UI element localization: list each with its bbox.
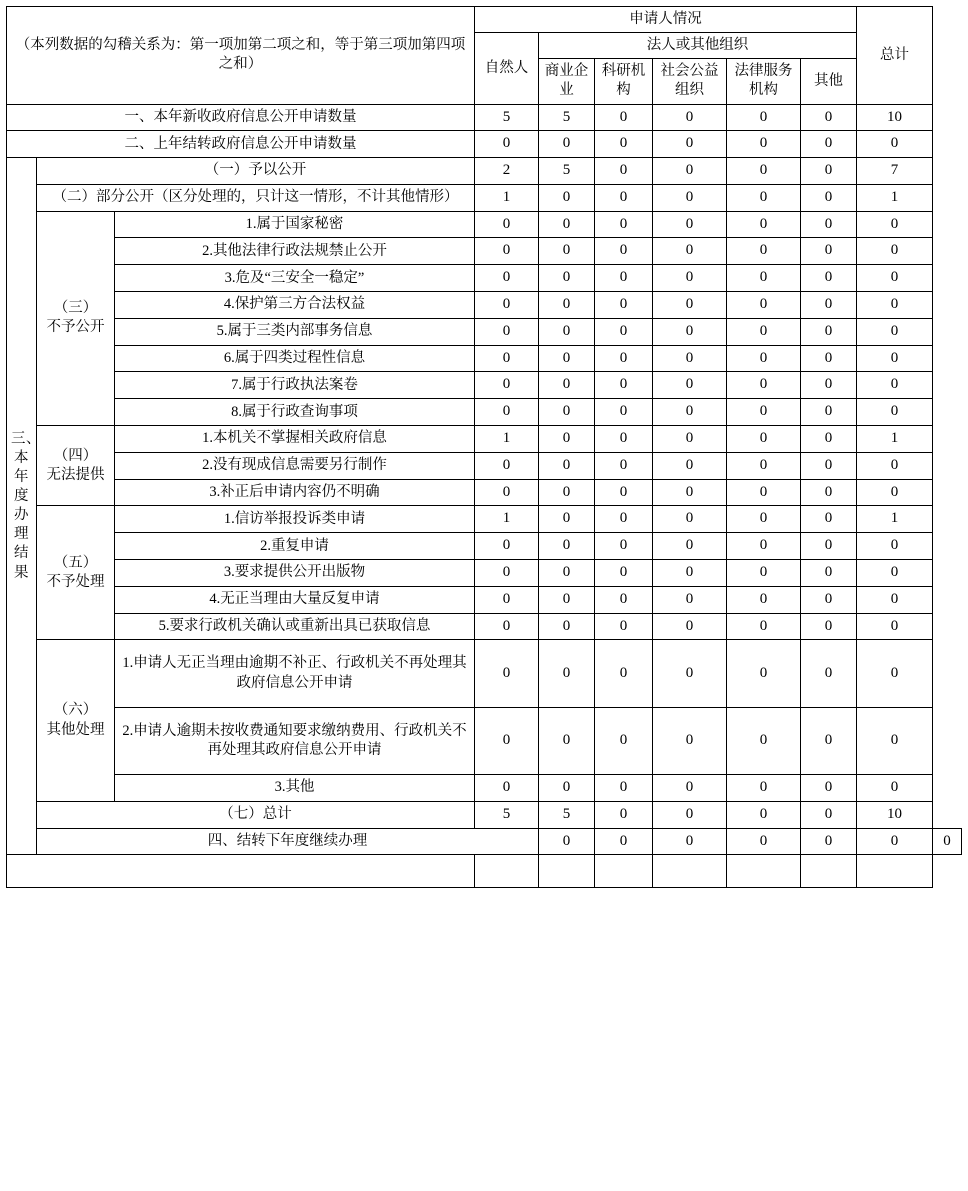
cell-value: 0 — [653, 211, 727, 238]
row-label: 一、本年新收政府信息公开申请数量 — [7, 104, 475, 131]
cell-value: 0 — [653, 479, 727, 506]
row-label: 5.要求行政机关确认或重新出具已获取信息 — [115, 613, 475, 640]
table-row — [7, 184, 962, 211]
table-row — [7, 292, 962, 319]
cell-value: 5 — [539, 104, 595, 131]
cell-value: 0 — [595, 506, 653, 533]
cell-value: 0 — [801, 426, 857, 453]
table-row — [7, 506, 962, 533]
cell-value: 5 — [539, 158, 595, 185]
cell-value: 0 — [857, 828, 933, 855]
cell-value: 0 — [653, 318, 727, 345]
cell-value: 0 — [475, 586, 539, 613]
row-label: 1.属于国家秘密 — [115, 211, 475, 238]
cell-value: 0 — [653, 345, 727, 372]
cell-value: 0 — [857, 452, 933, 479]
cell-value: 0 — [595, 318, 653, 345]
row-label: 四、结转下年度继续办理 — [37, 828, 539, 855]
table-row — [7, 372, 962, 399]
cell-value: 0 — [475, 345, 539, 372]
cell-value: 0 — [727, 345, 801, 372]
cell-value: 0 — [801, 640, 857, 707]
table-row — [7, 399, 962, 426]
cell-value: 0 — [801, 452, 857, 479]
table-row — [7, 801, 962, 828]
row-label: 8.属于行政查询事项 — [115, 399, 475, 426]
cell-value: 0 — [475, 774, 539, 801]
empty-cell — [857, 855, 933, 888]
cell-value: 0 — [653, 613, 727, 640]
cell-value: 0 — [801, 801, 857, 828]
cell-value: 0 — [727, 479, 801, 506]
cell-value: 0 — [595, 586, 653, 613]
cell-value: 0 — [727, 801, 801, 828]
cell-value: 0 — [539, 265, 595, 292]
cell-value: 0 — [727, 131, 801, 158]
header-col-research: 科研机构 — [595, 59, 653, 104]
row-label: 二、上年结转政府信息公开申请数量 — [7, 131, 475, 158]
table-row — [7, 211, 962, 238]
cell-value: 0 — [475, 318, 539, 345]
cell-value: 0 — [857, 613, 933, 640]
cell-value: 0 — [595, 399, 653, 426]
cell-value: 0 — [595, 292, 653, 319]
header-col-other: 其他 — [801, 59, 857, 104]
cell-value: 0 — [475, 560, 539, 587]
cell-value: 0 — [539, 238, 595, 265]
empty-cell — [539, 855, 595, 888]
cell-value: 0 — [595, 238, 653, 265]
empty-cell — [801, 855, 857, 888]
cell-value: 0 — [475, 613, 539, 640]
cell-value: 0 — [653, 707, 727, 774]
cell-value: 0 — [801, 372, 857, 399]
section-label-text: 三、本年度办理结果 — [11, 430, 41, 581]
row-label: 1.本机关不掌握相关政府信息 — [115, 426, 475, 453]
cell-value: 1 — [475, 426, 539, 453]
header-note: （本列数据的勾稽关系为：第一项加第二项之和，等于第三项加第四项之和） — [7, 7, 475, 105]
cell-value: 0 — [801, 586, 857, 613]
cell-value: 0 — [727, 452, 801, 479]
cell-value: 0 — [595, 707, 653, 774]
cell-value: 0 — [539, 586, 595, 613]
header-total: 总计 — [857, 7, 933, 105]
cell-value: 0 — [595, 479, 653, 506]
header-legal-group: 法人或其他组织 — [539, 33, 857, 59]
cell-value: 0 — [475, 707, 539, 774]
cell-value: 0 — [595, 345, 653, 372]
cell-value: 0 — [727, 372, 801, 399]
cell-value: 0 — [801, 506, 857, 533]
empty-cell — [7, 855, 475, 888]
cell-value: 0 — [801, 158, 857, 185]
cell-value: 0 — [475, 238, 539, 265]
cell-value: 0 — [595, 828, 653, 855]
cell-value: 0 — [653, 399, 727, 426]
cell-value: 1 — [857, 426, 933, 453]
table-row — [7, 238, 962, 265]
cell-value: 0 — [539, 533, 595, 560]
cell-value: 0 — [857, 292, 933, 319]
header-col-commercial: 商业企业 — [539, 59, 595, 104]
table-row — [7, 586, 962, 613]
row-label: 2.其他法律行政法规禁止公开 — [115, 238, 475, 265]
cell-value: 0 — [539, 707, 595, 774]
row-label: 2.重复申请 — [115, 533, 475, 560]
cell-value: 0 — [653, 506, 727, 533]
cell-value: 0 — [727, 158, 801, 185]
cell-value: 0 — [801, 211, 857, 238]
subsection-line-2: 不予处理 — [46, 573, 105, 590]
cell-value: 0 — [653, 640, 727, 707]
cell-value: 0 — [857, 372, 933, 399]
empty-cell — [653, 855, 727, 888]
cell-value: 0 — [801, 104, 857, 131]
cell-value: 0 — [475, 640, 539, 707]
cell-value: 0 — [801, 131, 857, 158]
cell-value: 0 — [475, 452, 539, 479]
cell-value: 7 — [857, 158, 933, 185]
cell-value: 0 — [653, 774, 727, 801]
table-row — [7, 533, 962, 560]
cell-value: 0 — [595, 265, 653, 292]
header-row-1 — [7, 7, 962, 33]
cell-value: 0 — [653, 158, 727, 185]
cell-value: 0 — [475, 479, 539, 506]
row-label: 3.其他 — [115, 774, 475, 801]
table-row — [7, 345, 962, 372]
cell-value: 0 — [539, 560, 595, 587]
table-row — [7, 828, 962, 855]
cell-value: 0 — [801, 399, 857, 426]
cell-value: 0 — [595, 613, 653, 640]
header-natural-person: 自然人 — [475, 33, 539, 104]
cell-value: 0 — [539, 345, 595, 372]
cell-value: 0 — [933, 828, 962, 855]
cell-value: 0 — [857, 774, 933, 801]
table-row — [7, 131, 962, 158]
cell-value: 0 — [801, 533, 857, 560]
subsection-label-unable-to-provide — [37, 426, 115, 506]
cell-value: 0 — [475, 211, 539, 238]
subsection-label-not-disclosed — [37, 211, 115, 425]
row-label: 3.补正后申请内容仍不明确 — [115, 479, 475, 506]
cell-value: 0 — [653, 238, 727, 265]
table-row — [7, 265, 962, 292]
cell-value: 0 — [653, 104, 727, 131]
cell-value: 1 — [857, 184, 933, 211]
cell-value: 0 — [727, 104, 801, 131]
header-col-legal-service: 法律服务机构 — [727, 59, 801, 104]
row-label: 4.保护第三方合法权益 — [115, 292, 475, 319]
row-label: 3.危及“三安全一稳定” — [115, 265, 475, 292]
subsection-label-other-handling — [37, 640, 115, 801]
cell-value: 10 — [857, 801, 933, 828]
subsection-label-not-processed — [37, 506, 115, 640]
cell-value: 0 — [539, 211, 595, 238]
cell-value: 5 — [539, 801, 595, 828]
cell-value: 0 — [653, 586, 727, 613]
cell-value: 0 — [801, 613, 857, 640]
cell-value: 0 — [539, 640, 595, 707]
cell-value: 0 — [727, 426, 801, 453]
cell-value: 0 — [801, 345, 857, 372]
cell-value: 0 — [653, 131, 727, 158]
cell-value: 0 — [595, 211, 653, 238]
row-label: 6.属于四类过程性信息 — [115, 345, 475, 372]
cell-value: 0 — [539, 292, 595, 319]
cell-value: 0 — [801, 828, 857, 855]
cell-value: 0 — [475, 399, 539, 426]
cell-value: 0 — [595, 372, 653, 399]
subsection-line-2: 无法提供 — [46, 466, 105, 483]
table-row — [7, 158, 962, 185]
cell-value: 0 — [539, 613, 595, 640]
table-row-empty — [7, 855, 962, 888]
cell-value: 0 — [857, 211, 933, 238]
cell-value: 0 — [595, 774, 653, 801]
cell-value: 0 — [727, 265, 801, 292]
cell-value: 0 — [801, 707, 857, 774]
empty-cell — [475, 855, 539, 888]
cell-value: 0 — [653, 452, 727, 479]
cell-value: 0 — [727, 399, 801, 426]
cell-value: 10 — [857, 104, 933, 131]
subsection-line-1: （三） — [53, 300, 98, 317]
cell-value: 0 — [857, 265, 933, 292]
cell-value: 0 — [727, 184, 801, 211]
cell-value: 0 — [653, 184, 727, 211]
cell-value: 0 — [595, 801, 653, 828]
cell-value: 0 — [727, 560, 801, 587]
cell-value: 0 — [539, 479, 595, 506]
cell-value: 0 — [653, 372, 727, 399]
cell-value: 0 — [727, 613, 801, 640]
cell-value: 0 — [727, 238, 801, 265]
government-info-disclosure-table — [6, 6, 962, 888]
empty-cell — [727, 855, 801, 888]
cell-value: 0 — [801, 479, 857, 506]
cell-value: 0 — [595, 533, 653, 560]
cell-value: 0 — [653, 426, 727, 453]
row-label: 5.属于三类内部事务信息 — [115, 318, 475, 345]
cell-value: 0 — [539, 828, 595, 855]
table-row — [7, 426, 962, 453]
cell-value: 0 — [727, 318, 801, 345]
cell-value: 0 — [595, 131, 653, 158]
table-row — [7, 452, 962, 479]
cell-value: 0 — [801, 292, 857, 319]
cell-value: 0 — [595, 158, 653, 185]
cell-value: 0 — [801, 560, 857, 587]
cell-value: 0 — [727, 586, 801, 613]
cell-value: 0 — [475, 265, 539, 292]
empty-cell — [595, 855, 653, 888]
table-row — [7, 707, 962, 774]
cell-value: 0 — [727, 506, 801, 533]
subsection-line-1: （六） — [53, 702, 98, 719]
row-label: 1.申请人无正当理由逾期不补正、行政机关不再处理其政府信息公开申请 — [115, 640, 475, 707]
cell-value: 0 — [801, 184, 857, 211]
section-label-annual-result — [7, 158, 41, 855]
table-row — [7, 774, 962, 801]
cell-value: 0 — [727, 774, 801, 801]
cell-value: 0 — [727, 640, 801, 707]
cell-value: 0 — [857, 131, 933, 158]
row-label: 1.信访举报投诉类申请 — [115, 506, 475, 533]
subsection-line-1: （五） — [53, 554, 98, 571]
table-row — [7, 613, 962, 640]
header-applicant-group: 申请人情况 — [475, 7, 857, 33]
cell-value: 0 — [539, 372, 595, 399]
table-row — [7, 104, 962, 131]
cell-value: 0 — [595, 426, 653, 453]
cell-value: 0 — [857, 479, 933, 506]
cell-value: 2 — [475, 158, 539, 185]
cell-value: 0 — [653, 560, 727, 587]
cell-value: 0 — [539, 774, 595, 801]
cell-value: 0 — [475, 372, 539, 399]
cell-value: 1 — [475, 184, 539, 211]
cell-value: 0 — [801, 238, 857, 265]
subsection-line-2: 其他处理 — [46, 721, 105, 738]
cell-value: 0 — [539, 399, 595, 426]
row-label: 4.无正当理由大量反复申请 — [115, 586, 475, 613]
cell-value: 0 — [857, 707, 933, 774]
row-label: 2.没有现成信息需要另行制作 — [115, 452, 475, 479]
cell-value: 0 — [475, 131, 539, 158]
cell-value: 0 — [595, 184, 653, 211]
cell-value: 0 — [857, 586, 933, 613]
cell-value: 0 — [539, 506, 595, 533]
cell-value: 0 — [653, 533, 727, 560]
cell-value: 0 — [539, 426, 595, 453]
table-row — [7, 318, 962, 345]
cell-value: 0 — [857, 560, 933, 587]
cell-value: 0 — [727, 828, 801, 855]
cell-value: 1 — [857, 506, 933, 533]
cell-value: 0 — [857, 399, 933, 426]
cell-value: 0 — [595, 104, 653, 131]
row-label: 2.申请人逾期未按收费通知要求缴纳费用、行政机关不再处理其政府信息公开申请 — [115, 707, 475, 774]
cell-value: 0 — [857, 345, 933, 372]
cell-value: 0 — [539, 131, 595, 158]
cell-value: 0 — [801, 265, 857, 292]
cell-value: 0 — [653, 265, 727, 292]
cell-value: 0 — [857, 238, 933, 265]
cell-value: 0 — [727, 211, 801, 238]
row-label: 3.要求提供公开出版物 — [115, 560, 475, 587]
cell-value: 0 — [857, 533, 933, 560]
table-row — [7, 560, 962, 587]
cell-value: 0 — [801, 318, 857, 345]
cell-value: 0 — [539, 452, 595, 479]
row-label: （二）部分公开（区分处理的，只计这一情形，不计其他情形） — [37, 184, 475, 211]
cell-value: 0 — [653, 801, 727, 828]
cell-value: 0 — [595, 560, 653, 587]
cell-value: 0 — [475, 292, 539, 319]
cell-value: 5 — [475, 801, 539, 828]
cell-value: 0 — [595, 452, 653, 479]
subsection-line-1: （四） — [53, 447, 98, 464]
cell-value: 0 — [727, 707, 801, 774]
cell-value: 0 — [727, 292, 801, 319]
table-row — [7, 479, 962, 506]
cell-value: 1 — [475, 506, 539, 533]
cell-value: 0 — [727, 533, 801, 560]
row-label: （一）予以公开 — [37, 158, 475, 185]
row-label: 7.属于行政执法案卷 — [115, 372, 475, 399]
cell-value: 0 — [595, 640, 653, 707]
cell-value: 0 — [801, 774, 857, 801]
cell-value: 0 — [539, 318, 595, 345]
cell-value: 0 — [539, 184, 595, 211]
cell-value: 0 — [475, 533, 539, 560]
row-label: （七）总计 — [37, 801, 475, 828]
cell-value: 5 — [475, 104, 539, 131]
cell-value: 0 — [857, 640, 933, 707]
cell-value: 0 — [653, 828, 727, 855]
table-row — [7, 640, 962, 707]
cell-value: 0 — [857, 318, 933, 345]
cell-value: 0 — [653, 292, 727, 319]
header-col-public-welfare: 社会公益组织 — [653, 59, 727, 104]
subsection-line-2: 不予公开 — [46, 319, 105, 336]
